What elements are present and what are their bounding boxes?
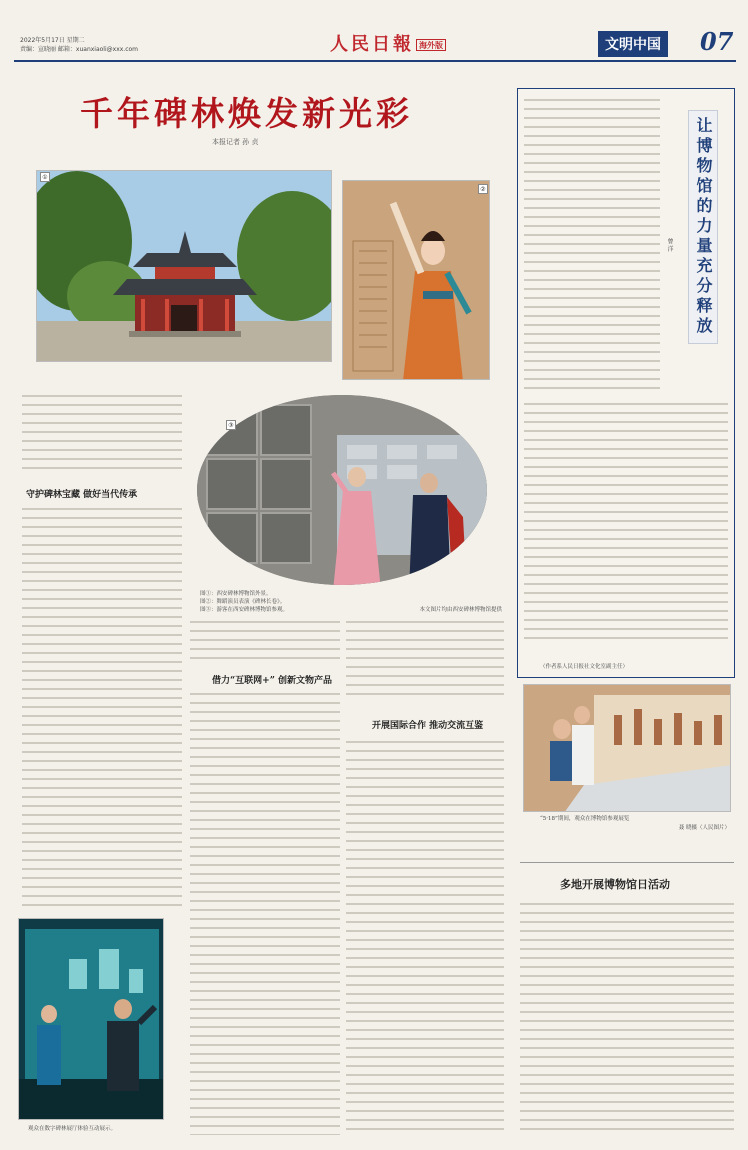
masthead-tag: 海外版 xyxy=(416,39,446,51)
masthead-text: 人民日報 xyxy=(330,34,414,55)
photo-label-1: ① xyxy=(40,172,50,182)
photo-label-2: ② xyxy=(478,184,488,194)
article-col3-text xyxy=(346,738,504,1133)
caption-2: 图②：舞蹈演员表演《碑林长卷》。 xyxy=(200,599,286,605)
date-line: 2022年5月17日 星期二 xyxy=(20,37,85,44)
news-title: 多地开展博物馆日活动 xyxy=(560,878,670,891)
subhead-3: 开展国际合作 推动交流互鉴 xyxy=(372,721,484,731)
photo-label-3: ③ xyxy=(226,420,236,430)
sidebar-text-bottom xyxy=(524,400,728,640)
subhead-1: 守护碑林宝藏 做好当代传承 xyxy=(26,490,138,500)
article-col2-text xyxy=(190,690,340,1135)
pavilion-photo xyxy=(36,170,332,362)
article-byline: 本报记者 孙 贞 xyxy=(212,138,259,146)
bottom-photo-caption: 观众在数字碑林展厅体验互动展示。 xyxy=(28,1126,117,1132)
caption-3: 图③：游客在西安碑林博物馆参观。 xyxy=(200,607,289,613)
photo-captions xyxy=(200,590,380,614)
editor-line: 责编：宣晓丽 邮箱：xuanxiaoli@xxx.com xyxy=(20,46,139,53)
sidebar-title: 让博物馆的力量充分释放 xyxy=(688,110,718,344)
subhead-2: 借力“互联网+” 创新文物产品 xyxy=(212,676,333,686)
news-title-box xyxy=(520,862,734,863)
sidebar-author: 曾 洋 xyxy=(666,238,673,252)
masthead[interactable] xyxy=(330,30,446,56)
sidebar-photo-credit: 聂 晓摄（人民图片） xyxy=(678,825,730,831)
header-rule xyxy=(14,60,736,62)
news-body-text xyxy=(520,900,734,1136)
sidebar-source-note: （作者系人民日报社文化室副主任） xyxy=(540,664,629,670)
exhibition-photo xyxy=(523,684,731,812)
sidebar-text-top xyxy=(524,96,660,396)
digital-gallery-photo xyxy=(18,918,164,1120)
section-label: 文明中国 xyxy=(598,31,668,57)
article-intro-text xyxy=(22,392,182,476)
header-date xyxy=(20,36,138,54)
sidebar-photo-caption: “5·18”期间，观众在博物馆参观展览 xyxy=(540,816,630,822)
page-number: 07 xyxy=(700,27,734,56)
article-col3-top-text xyxy=(346,618,504,698)
caption-1: 图①：西安碑林博物馆外景。 xyxy=(200,591,272,597)
article-title: 千年碑林焕发新光彩 xyxy=(80,94,413,133)
visitors-photo xyxy=(194,392,490,588)
article-col2-top-text xyxy=(190,618,340,663)
photo-credit: 本文图片均由西安碑林博物馆提供 xyxy=(419,607,502,613)
dancer-photo xyxy=(342,180,490,380)
article-col1-text xyxy=(22,505,182,910)
